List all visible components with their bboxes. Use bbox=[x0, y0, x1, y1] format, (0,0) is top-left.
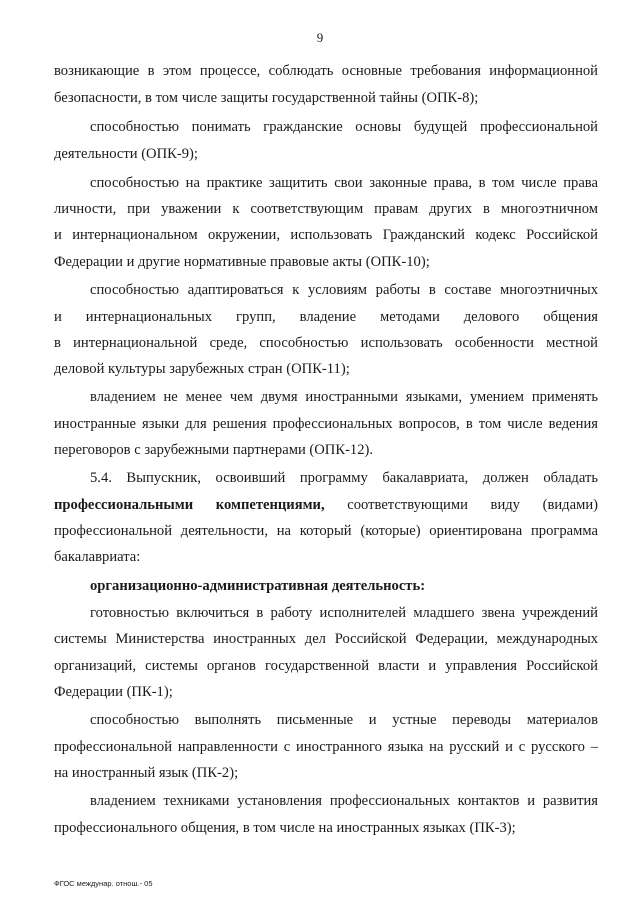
text-line: способностью адаптироваться к условиям работы в составе многоэтничных bbox=[90, 282, 598, 298]
text-line: готовностью включиться в работу исполнителей младшего звена учреждений bbox=[90, 605, 598, 621]
text-line: бакалавриата: bbox=[54, 549, 141, 565]
text-line: профессиональной направленности с иностранного языка на русский и с русского – bbox=[54, 739, 598, 755]
text-line: системы Министерства иностранных дел Российской Федерации, международных bbox=[54, 631, 598, 647]
text-line: деловой культуры зарубежных стран (ОПК-11); bbox=[54, 361, 350, 377]
text-line: способностью на практике защитить свои законные права, в том числе права bbox=[90, 175, 598, 191]
text-line: деятельности (ОПК-9); bbox=[54, 146, 198, 162]
text-line: владением не менее чем двумя иностранными языками, умением применять bbox=[90, 389, 598, 405]
page-number: 9 bbox=[316, 30, 324, 45]
text-line: способностью выполнять письменные и устные переводы материалов bbox=[90, 712, 598, 728]
text-line: в интернациональной среде, способностью использовать особенности местной bbox=[54, 335, 598, 351]
text-line: безопасности, в том числе защиты государственной тайны (ОПК-8); bbox=[54, 90, 479, 106]
text-line: организаций, системы органов государственной власти и управления Российской bbox=[54, 658, 598, 674]
text-line: 5.4. Выпускник, освоивший программу бакалавриата, должен обладать bbox=[90, 470, 598, 486]
text-line: на иностранный язык (ПК-2); bbox=[54, 765, 239, 781]
bold-phrase: профессиональными компетенциями, bbox=[54, 497, 325, 513]
section-heading: организационно-административная деятельность: bbox=[90, 578, 426, 594]
text-line: владением техниками установления профессиональных контактов и развития bbox=[90, 793, 598, 809]
text-line: и интернациональном окружении, использовать Гражданский кодекс Российской bbox=[54, 227, 598, 243]
text-line: профессионального общения, в том числе на иностранных языках (ПК-3); bbox=[54, 820, 516, 836]
text-line: личности, при уважении к соответствующим правам других в многоэтничном bbox=[54, 201, 598, 217]
text-line: возникающие в этом процессе, соблюдать основные требования информационной bbox=[54, 63, 598, 79]
text-line: иностранные языки для решения профессиональных вопросов, в том числе ведения bbox=[54, 416, 598, 432]
text-line: и интернациональных групп, владение методами делового общения bbox=[54, 309, 598, 325]
text-line: Федерации (ПК-1); bbox=[54, 684, 173, 700]
text-line: переговоров с зарубежными партнерами (ОПК-12). bbox=[54, 442, 374, 458]
text-line: профессиональной деятельности, на который (которые) ориентирована программа bbox=[54, 523, 598, 539]
footer-text: ФГОС междунар. отнош.- 05 bbox=[54, 879, 153, 888]
normal-phrase: соответствующими виду (видами) bbox=[347, 497, 598, 513]
text-line: способностью понимать гражданские основы будущей профессиональной bbox=[90, 119, 598, 135]
text-line: Федерации и другие нормативные правовые акты (ОПК-10); bbox=[54, 254, 430, 270]
mixed-text-line bbox=[54, 496, 598, 514]
